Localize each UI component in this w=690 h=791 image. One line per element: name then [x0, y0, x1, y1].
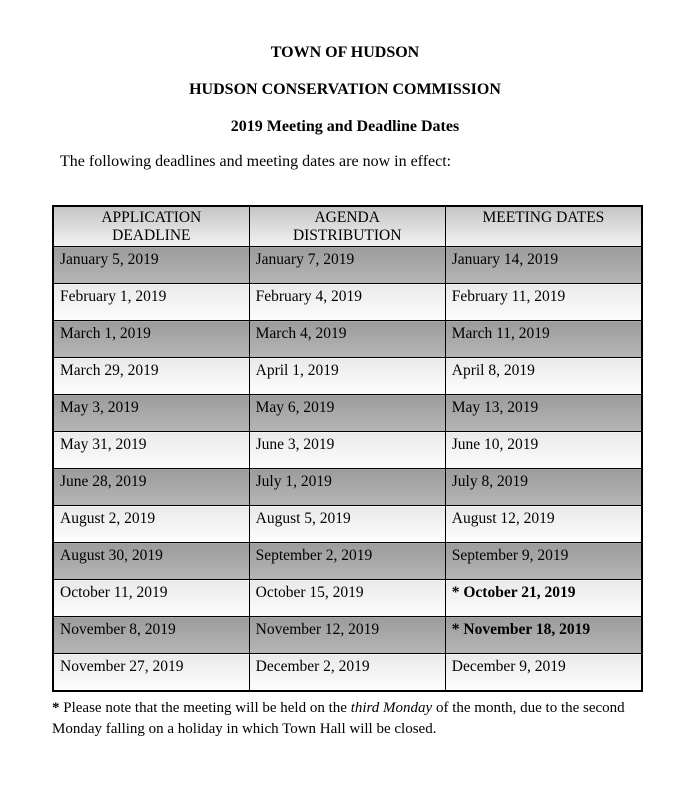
meeting-date-cell: September 9, 2019 [445, 543, 642, 580]
column-header-agenda-distribution [249, 206, 445, 247]
table-row [53, 284, 642, 321]
table-row [53, 395, 642, 432]
application-deadline-cell: August 2, 2019 [53, 506, 249, 543]
intro-text: The following deadlines and meeting dates are now in effect: [60, 153, 452, 170]
application-deadline-cell: January 5, 2019 [53, 247, 249, 284]
agenda-distribution-cell: December 2, 2019 [249, 654, 445, 691]
agenda-distribution-cell: August 5, 2019 [249, 506, 445, 543]
agenda-distribution-cell: May 6, 2019 [249, 395, 445, 432]
meeting-date-cell: February 11, 2019 [445, 284, 642, 321]
meeting-dates-table [52, 205, 643, 692]
doc-title-commission: HUDSON CONSERVATION COMMISSION [189, 81, 501, 98]
agenda-distribution-cell: July 1, 2019 [249, 469, 445, 506]
footnote-text [52, 698, 654, 740]
footnote-part1: Please note that the meeting will be held on the [59, 699, 351, 716]
column-header-line: DEADLINE [112, 227, 191, 244]
meeting-date-cell: August 12, 2019 [445, 506, 642, 543]
column-header-line: MEETING DATES [482, 209, 605, 226]
meeting-date-cell: January 14, 2019 [445, 247, 642, 284]
meeting-date-cell: April 8, 2019 [445, 358, 642, 395]
application-deadline-cell: February 1, 2019 [53, 284, 249, 321]
agenda-distribution-cell: October 15, 2019 [249, 580, 445, 617]
agenda-distribution-cell: September 2, 2019 [249, 543, 445, 580]
agenda-distribution-cell: November 12, 2019 [249, 617, 445, 654]
meeting-date-cell: December 9, 2019 [445, 654, 642, 691]
table-row [53, 654, 642, 691]
column-header-line: APPLICATION [101, 209, 202, 226]
application-deadline-cell: May 3, 2019 [53, 395, 249, 432]
table-header-row [53, 206, 642, 247]
agenda-distribution-cell: February 4, 2019 [249, 284, 445, 321]
meeting-date-cell: March 11, 2019 [445, 321, 642, 358]
column-header-meeting-dates [445, 206, 642, 247]
application-deadline-cell: November 27, 2019 [53, 654, 249, 691]
table-body [53, 247, 642, 691]
meeting-date-cell: * October 21, 2019 [445, 580, 642, 617]
table-row [53, 580, 642, 617]
table-row [53, 358, 642, 395]
column-header-line: AGENDA [314, 209, 380, 226]
agenda-distribution-cell: June 3, 2019 [249, 432, 445, 469]
application-deadline-cell: November 8, 2019 [53, 617, 249, 654]
application-deadline-cell: March 1, 2019 [53, 321, 249, 358]
table-row [53, 543, 642, 580]
table-row [53, 617, 642, 654]
meeting-date-cell: May 13, 2019 [445, 395, 642, 432]
footnote-part2: of the month, due to the second Monday falling on a holiday in which Town Hall will be closed. [52, 699, 625, 737]
column-header-application-deadline [53, 206, 249, 247]
meeting-date-cell: * November 18, 2019 [445, 617, 642, 654]
application-deadline-cell: October 11, 2019 [53, 580, 249, 617]
table-row [53, 247, 642, 284]
meeting-date-cell: June 10, 2019 [445, 432, 642, 469]
doc-title-town: TOWN OF HUDSON [270, 44, 420, 61]
table-row [53, 469, 642, 506]
table-row [53, 321, 642, 358]
application-deadline-cell: March 29, 2019 [53, 358, 249, 395]
agenda-distribution-cell: March 4, 2019 [249, 321, 445, 358]
footnote-marker: * [52, 699, 60, 716]
application-deadline-cell: May 31, 2019 [53, 432, 249, 469]
footnote-italic-phrase: third Monday [350, 699, 433, 716]
doc-title-dates: 2019 Meeting and Deadline Dates [230, 118, 460, 135]
table-row [53, 506, 642, 543]
agenda-distribution-cell: January 7, 2019 [249, 247, 445, 284]
column-header-line: DISTRIBUTION [292, 227, 402, 244]
application-deadline-cell: August 30, 2019 [53, 543, 249, 580]
meeting-date-cell: July 8, 2019 [445, 469, 642, 506]
application-deadline-cell: June 28, 2019 [53, 469, 249, 506]
agenda-distribution-cell: April 1, 2019 [249, 358, 445, 395]
table-row [53, 432, 642, 469]
